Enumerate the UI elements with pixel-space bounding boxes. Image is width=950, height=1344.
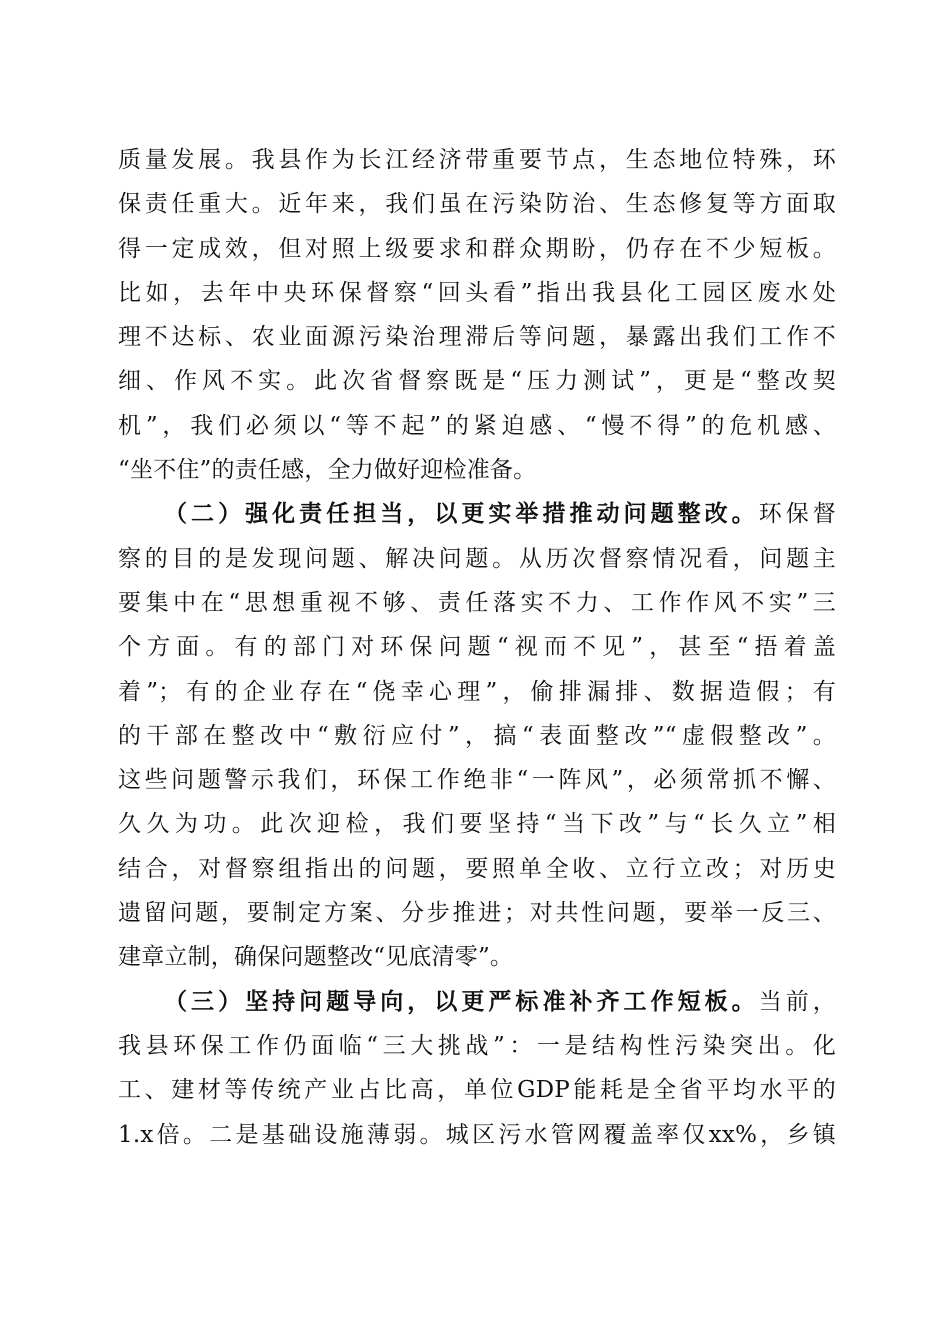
text-line: 建章立制，确保问题整改“见底清零”。 xyxy=(118,944,514,971)
text-fragment: 环保督 xyxy=(758,501,836,528)
text-line: 机”，我们必须以“等不起”的紧迫感、“慢不得”的危机感、 xyxy=(118,412,836,439)
text-line: 比如，去年中央环保督察“回头看”指出我县化工园区废水处 xyxy=(118,279,836,306)
paragraph-2 xyxy=(118,492,836,979)
text-line: 个方面。有的部门对环保问题“视而不见”，甚至“捂着盖 xyxy=(118,634,836,661)
paragraph-3 xyxy=(118,980,836,1157)
text-line: 要集中在“思想重视不够、责任落实不力、工作作风不实”三 xyxy=(118,589,836,616)
text-line: 久久为功。此次迎检，我们要坚持“当下改”与“长久立”相 xyxy=(118,811,836,838)
text-line: 遗留问题，要制定方案、分步推进；对共性问题，要举一反三、 xyxy=(118,900,836,927)
text-line: 1.x倍。二是基础设施薄弱。城区污水管网覆盖率仅xx%，乡镇 xyxy=(118,1121,836,1148)
text-line: 结合，对督察组指出的问题，要照单全收、立行立改；对历史 xyxy=(118,855,836,882)
text-line: 的干部在整改中“敷衍应付”，搞“表面整改”“虚假整改”。 xyxy=(118,722,836,749)
text-line: 着”；有的企业存在“侥幸心理”，偷排漏排、数据造假；有 xyxy=(118,678,836,705)
text-line: 质量发展。我县作为长江经济带重要节点，生态地位特殊，环 xyxy=(118,147,836,173)
text-line: 细、作风不实。此次省督察既是“压力测试”，更是“整改契 xyxy=(118,368,836,395)
document-body xyxy=(118,138,836,1157)
section-heading: （二）强化责任担当，以更实举措推动问题整改。 xyxy=(164,500,759,528)
text-line: 工、建材等传统产业占比高，单位GDP能耗是全省平均水平的 xyxy=(118,1077,836,1104)
text-line: 察的目的是发现问题、解决问题。从历次督察情况看，问题主 xyxy=(118,545,836,572)
section-heading-line xyxy=(118,492,836,536)
text-line: 理不达标、农业面源污染治理滞后等问题，暴露出我们工作不 xyxy=(118,324,836,351)
text-line: 得一定成效，但对照上级要求和群众期盼，仍存在不少短板。 xyxy=(118,235,836,262)
text-line: 这些问题警示我们，环保工作绝非“一阵风”，必须常抓不懈、 xyxy=(118,767,836,794)
text-line: “坐不住”的责任感，全力做好迎检准备。 xyxy=(118,457,537,484)
text-line: 保责任重大。近年来，我们虽在污染防治、生态修复等方面取 xyxy=(118,191,836,218)
paragraph-1 xyxy=(118,138,836,492)
section-heading-line xyxy=(118,980,836,1024)
text-line: 我县环保工作仍面临“三大挑战”：一是结构性污染突出。化 xyxy=(118,1032,836,1059)
section-heading: （三）坚持问题导向，以更严标准补齐工作短板。 xyxy=(164,987,759,1015)
text-fragment: 当前， xyxy=(758,988,836,1015)
